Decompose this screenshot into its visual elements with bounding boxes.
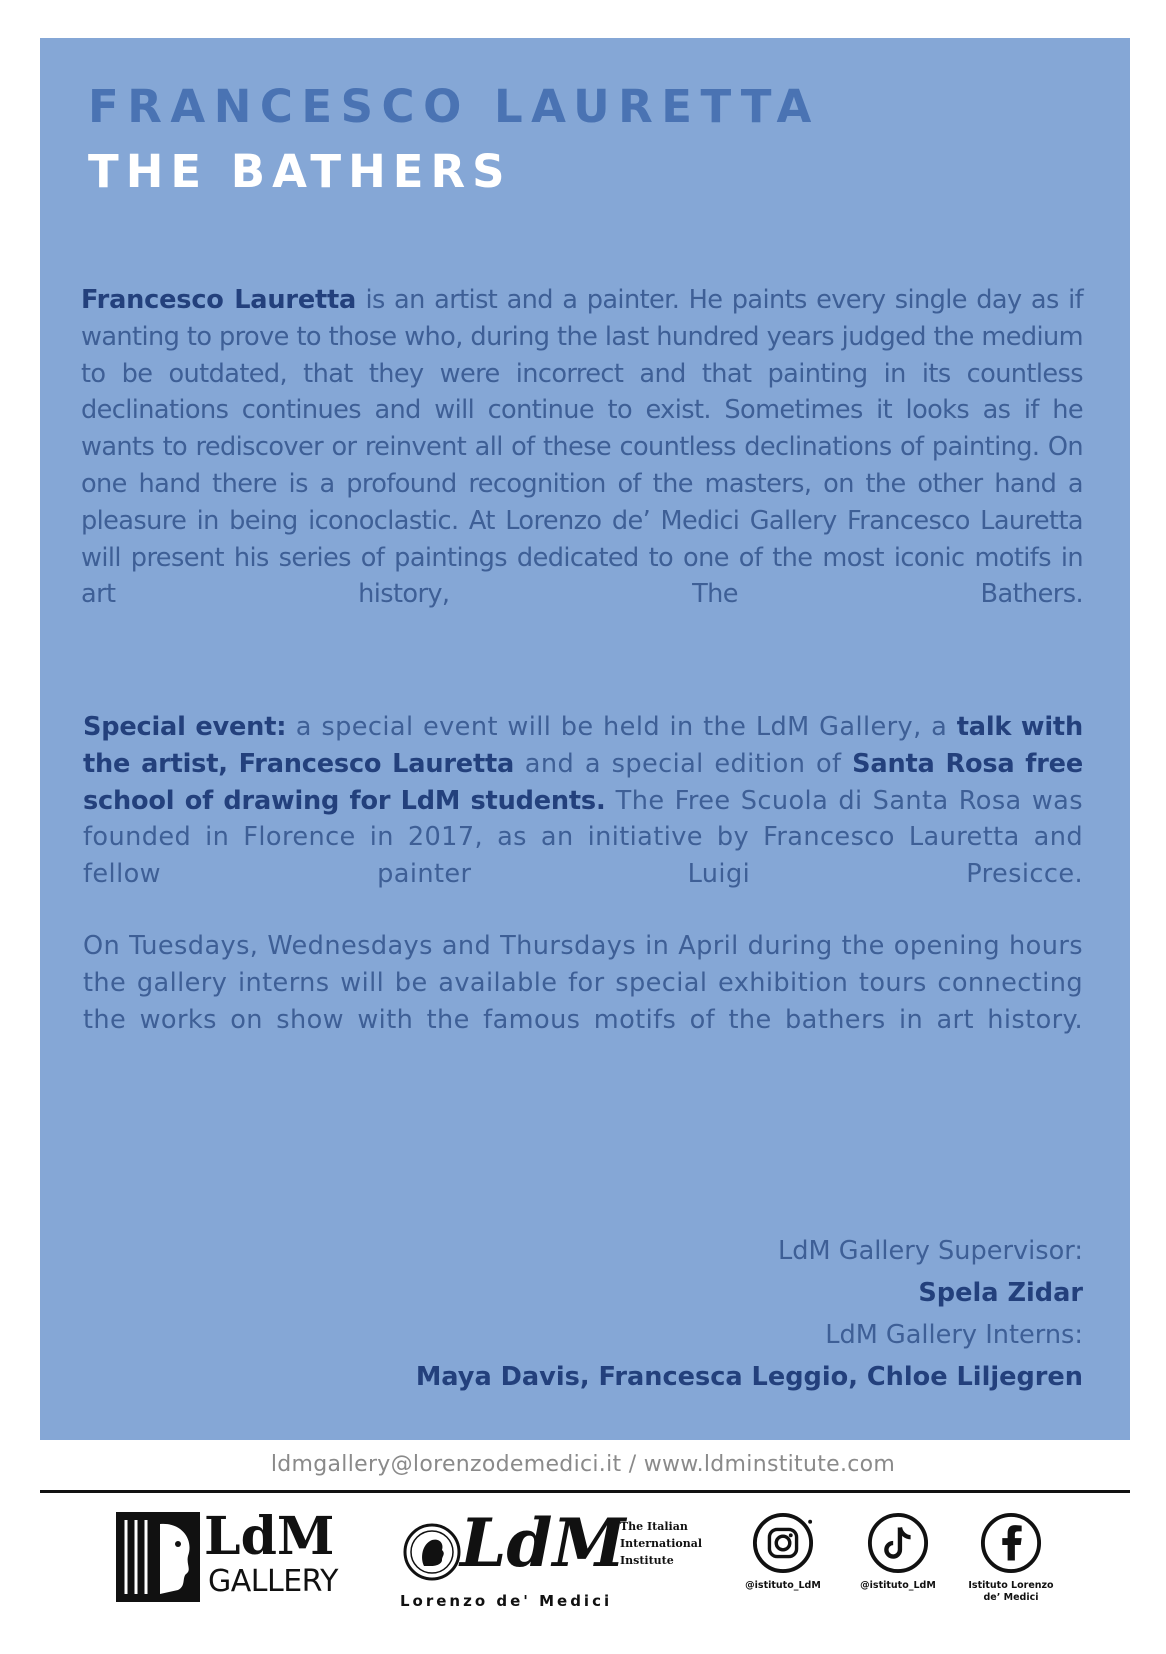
- tiktok-link[interactable]: [843, 1512, 953, 1592]
- ldm-institute-logo: [398, 1504, 718, 1622]
- facebook-handle: [956, 1580, 1066, 1604]
- special-event-school: Santa Rosa free school of drawing for LdM students.: [83, 748, 1083, 816]
- tagline-line-1: The Italian: [620, 1520, 688, 1533]
- intro-text: is an artist and a painter. He paints every single day as if wanting to prove to those who, during the last hundred years judged the medium to be outdated, that they were incorrect and that painting in its countless declinations continues and will continue to exist. Sometimes it looks as if he wants to rediscover or reinvent all of these countless declinations of painting. On one hand there is a profound recognition of the masters, on the other hand a pleasure in being iconoclastic. At Lorenzo de’ Medici Gallery Francesco Lauretta will present his series of paintings dedicated to one of the most iconic motifs in art history, The Bathers.: [81, 285, 1083, 610]
- intro-artist-name: Francesco Lauretta: [81, 285, 357, 315]
- tiktok-handle: @istituto_LdM: [860, 1580, 936, 1591]
- instagram-icon: [752, 1512, 814, 1574]
- special-event-text-3: The Free Scuola di Santa Rosa was founded in Florence in 2017, as an initiative by Francesco Lauretta and fellow painter Luigi Presicce.: [83, 785, 1083, 890]
- facebook-handle-line-1: Istituto Lorenzo: [968, 1580, 1054, 1591]
- interns-label: LdM Gallery Interns:: [825, 1320, 1083, 1350]
- tiktok-icon: [867, 1512, 929, 1574]
- footer-logos: [0, 1500, 1166, 1650]
- tagline-line-3: Institute: [620, 1554, 674, 1567]
- ldm-gallery-mark-icon: [116, 1512, 200, 1602]
- special-event-text-2: and a special edition of: [514, 748, 853, 779]
- facebook-handle-line-2: de’ Medici: [983, 1592, 1039, 1603]
- special-event-text-1: a special event will be held in the LdM Gallery, a: [286, 712, 957, 742]
- facebook-link[interactable]: [956, 1512, 1066, 1604]
- ldm-medallion-icon: [402, 1522, 462, 1582]
- credits: [416, 1230, 1083, 1398]
- supervisor-label: LdM Gallery Supervisor:: [778, 1236, 1083, 1266]
- instagram-link[interactable]: [728, 1512, 838, 1592]
- ldm-institute-sub: Lorenzo de' Medici: [400, 1592, 613, 1610]
- instagram-handle: @istituto_LdM: [745, 1580, 821, 1591]
- artist-title: FRANCESCO LAURETTA: [88, 80, 820, 133]
- exhibition-title: THE BATHERS: [88, 145, 512, 198]
- special-event-talk: talk with the artist, Francesco Lauretta: [83, 712, 1083, 779]
- ldm-gallery-word: LdM: [204, 1506, 335, 1567]
- contact-line[interactable]: ldmgallery@lorenzodemedici.it / www.ldminstitute.com: [270, 1452, 896, 1477]
- footer-divider: [40, 1490, 1130, 1493]
- tagline-line-2: International: [620, 1537, 703, 1550]
- ldm-gallery-sub: GALLERY: [208, 1564, 338, 1599]
- supervisor-name: Spela Zidar: [918, 1278, 1083, 1308]
- special-event-paragraph: [83, 709, 1083, 893]
- interns-names: Maya Davis, Francesca Leggio, Chloe Liljegren: [415, 1362, 1083, 1392]
- special-event-label: Special event:: [83, 712, 287, 742]
- ldm-institute-word: LdM: [460, 1504, 626, 1582]
- tours-paragraph: On Tuesdays, Wednesdays and Thursdays in April during the opening hours the gallery interns will be available for special exhibition tours connecting the works on show with the famous motifs of the bathers in art history.: [83, 931, 1083, 1035]
- facebook-icon: [980, 1512, 1042, 1574]
- intro-paragraph: [81, 282, 1083, 613]
- ldm-institute-tagline: [620, 1518, 702, 1569]
- ldm-gallery-logo: [116, 1506, 356, 1604]
